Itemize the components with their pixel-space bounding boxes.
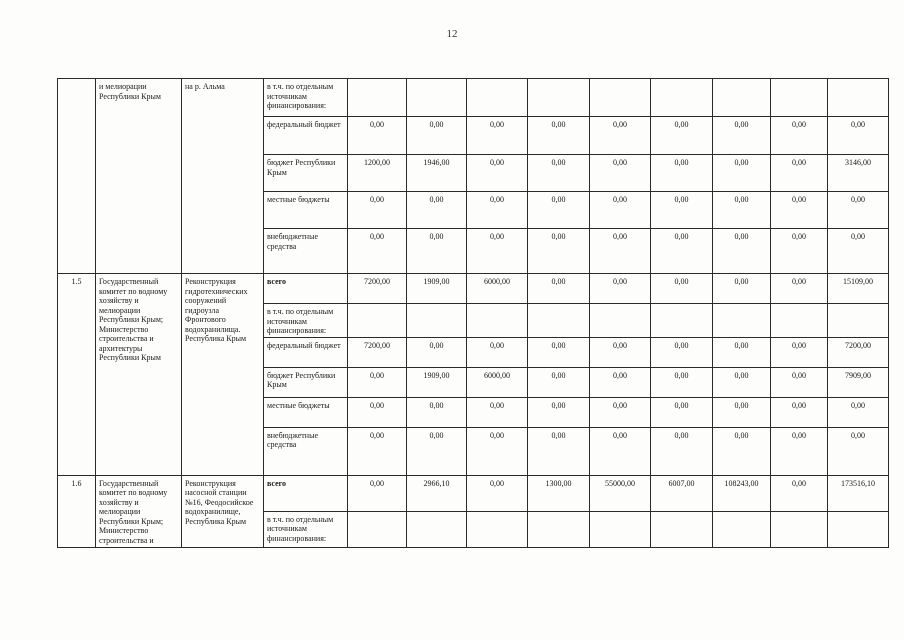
year-value-cell: 0,00 <box>651 367 713 397</box>
year-value-cell: 0,00 <box>407 337 467 367</box>
year-value-cell: 1200,00 <box>348 155 407 192</box>
year-value-cell <box>407 304 467 338</box>
year-value-cell <box>771 79 828 117</box>
year-value-cell: 0,00 <box>528 192 590 229</box>
year-value-cell: 0,00 <box>528 155 590 192</box>
funding-source-label: всего <box>264 475 348 511</box>
year-value-cell: 0,00 <box>651 117 713 155</box>
year-value-cell <box>348 304 407 338</box>
funding-source-label: внебюджетные средства <box>264 229 348 274</box>
year-value-cell: 0,00 <box>713 337 771 367</box>
year-value-cell: 0,00 <box>651 192 713 229</box>
funding-source-label: в т.ч. по отдельным источникам финансирования: <box>264 511 348 547</box>
year-value-cell: 0,00 <box>651 229 713 274</box>
year-value-cell: 0,00 <box>407 397 467 427</box>
year-value-cell: 0,00 <box>713 229 771 274</box>
year-value-cell: 0,00 <box>651 427 713 475</box>
project-cell: Реконструкция насосной станции №16, Феодосийское водохранилище, Республика Крым <box>182 475 264 547</box>
year-value-cell: 0,00 <box>407 229 467 274</box>
year-value-cell: 0,00 <box>348 192 407 229</box>
funding-source-label: в т.ч. по отдельным источникам финансирования: <box>264 79 348 117</box>
funding-source-label: местные бюджеты <box>264 397 348 427</box>
year-value-cell: 0,00 <box>590 155 651 192</box>
executor-cell: и мелиорации Республики Крым <box>96 79 182 274</box>
year-value-cell <box>713 304 771 338</box>
year-value-cell: 0,00 <box>651 155 713 192</box>
year-value-cell: 0,00 <box>713 155 771 192</box>
project-cell: Реконструкция гидротехнических сооружений гидроузла Фронтового водохранилища. Республика Крым <box>182 274 264 476</box>
year-value-cell: 0,00 <box>528 274 590 304</box>
year-value-cell: 0,00 <box>771 367 828 397</box>
year-value-cell: 0,00 <box>590 192 651 229</box>
year-value-cell: 0,00 <box>713 274 771 304</box>
year-value-cell: 0,00 <box>467 397 528 427</box>
year-value-cell: 0,00 <box>590 229 651 274</box>
year-value-cell: 0,00 <box>407 117 467 155</box>
year-value-cell <box>771 304 828 338</box>
executor-cell: Государственный комитет по водному хозяйству и мелиорации Республики Крым; Министерство строительства и архитектуры Республики Крым <box>96 274 182 476</box>
year-value-cell: 0,00 <box>407 192 467 229</box>
year-value-cell: 0,00 <box>590 367 651 397</box>
year-value-cell: 1946,00 <box>407 155 467 192</box>
funding-source-label: бюджет Республики Крым <box>264 367 348 397</box>
year-value-cell <box>651 79 713 117</box>
year-value-cell: 0,00 <box>467 155 528 192</box>
year-value-cell: 55000,00 <box>590 475 651 511</box>
table-row <box>58 79 889 117</box>
table-row <box>58 274 889 304</box>
total-value-cell: 0,00 <box>828 192 889 229</box>
total-value-cell: 0,00 <box>828 397 889 427</box>
year-value-cell: 6000,00 <box>467 274 528 304</box>
year-value-cell: 0,00 <box>528 427 590 475</box>
year-value-cell: 0,00 <box>713 397 771 427</box>
total-value-cell: 0,00 <box>828 117 889 155</box>
budget-table <box>57 78 889 548</box>
year-value-cell: 0,00 <box>771 475 828 511</box>
year-value-cell: 0,00 <box>348 427 407 475</box>
total-value-cell: 7909,00 <box>828 367 889 397</box>
year-value-cell: 0,00 <box>467 337 528 367</box>
funding-source-label: федеральный бюджет <box>264 337 348 367</box>
funding-source-label: всего <box>264 274 348 304</box>
year-value-cell <box>713 511 771 547</box>
year-value-cell <box>590 511 651 547</box>
year-value-cell: 0,00 <box>590 337 651 367</box>
year-value-cell <box>407 511 467 547</box>
total-value-cell <box>828 79 889 117</box>
year-value-cell: 7200,00 <box>348 337 407 367</box>
year-value-cell: 0,00 <box>348 367 407 397</box>
year-value-cell: 0,00 <box>713 367 771 397</box>
year-value-cell: 0,00 <box>771 229 828 274</box>
total-value-cell <box>828 304 889 338</box>
total-value-cell: 173516,10 <box>828 475 889 511</box>
year-value-cell <box>348 511 407 547</box>
project-cell: на р. Альма <box>182 79 264 274</box>
year-value-cell: 0,00 <box>771 155 828 192</box>
year-value-cell: 0,00 <box>348 117 407 155</box>
total-value-cell: 7200,00 <box>828 337 889 367</box>
year-value-cell: 0,00 <box>528 397 590 427</box>
year-value-cell: 0,00 <box>771 397 828 427</box>
year-value-cell: 0,00 <box>771 427 828 475</box>
year-value-cell: 0,00 <box>467 427 528 475</box>
year-value-cell: 0,00 <box>407 427 467 475</box>
year-value-cell: 6007,00 <box>651 475 713 511</box>
year-value-cell <box>528 79 590 117</box>
year-value-cell <box>407 79 467 117</box>
year-value-cell: 0,00 <box>651 274 713 304</box>
year-value-cell: 0,00 <box>713 427 771 475</box>
year-value-cell: 0,00 <box>467 192 528 229</box>
year-value-cell: 0,00 <box>528 229 590 274</box>
year-value-cell: 0,00 <box>590 117 651 155</box>
year-value-cell <box>467 79 528 117</box>
year-value-cell: 0,00 <box>348 475 407 511</box>
total-value-cell: 15109,00 <box>828 274 889 304</box>
year-value-cell <box>590 79 651 117</box>
executor-cell: Государственный комитет по водному хозяйству и мелиорации Республики Крым; Министерство строительства и <box>96 475 182 547</box>
row-index-cell <box>58 79 96 274</box>
row-index-cell: 1.5 <box>58 274 96 476</box>
total-value-cell: 3146,00 <box>828 155 889 192</box>
year-value-cell: 0,00 <box>467 229 528 274</box>
year-value-cell: 1909,00 <box>407 367 467 397</box>
table-row <box>58 475 889 511</box>
year-value-cell: 0,00 <box>590 397 651 427</box>
year-value-cell <box>467 304 528 338</box>
funding-source-label: федеральный бюджет <box>264 117 348 155</box>
year-value-cell: 0,00 <box>651 337 713 367</box>
year-value-cell: 0,00 <box>771 117 828 155</box>
year-value-cell: 1300,00 <box>528 475 590 511</box>
year-value-cell <box>467 511 528 547</box>
funding-source-label: местные бюджеты <box>264 192 348 229</box>
year-value-cell <box>528 304 590 338</box>
year-value-cell: 0,00 <box>771 274 828 304</box>
year-value-cell: 0,00 <box>528 367 590 397</box>
year-value-cell: 108243,00 <box>713 475 771 511</box>
year-value-cell: 0,00 <box>713 192 771 229</box>
year-value-cell <box>713 79 771 117</box>
funding-source-label: в т.ч. по отдельным источникам финансирования: <box>264 304 348 338</box>
year-value-cell: 0,00 <box>348 229 407 274</box>
year-value-cell <box>590 304 651 338</box>
total-value-cell: 0,00 <box>828 427 889 475</box>
year-value-cell: 0,00 <box>771 192 828 229</box>
year-value-cell: 0,00 <box>528 337 590 367</box>
year-value-cell: 0,00 <box>528 117 590 155</box>
funding-source-label: бюджет Республики Крым <box>264 155 348 192</box>
year-value-cell <box>651 304 713 338</box>
year-value-cell: 0,00 <box>713 117 771 155</box>
year-value-cell <box>771 511 828 547</box>
row-index-cell: 1.6 <box>58 475 96 547</box>
year-value-cell: 7200,00 <box>348 274 407 304</box>
year-value-cell: 2966,10 <box>407 475 467 511</box>
total-value-cell: 0,00 <box>828 229 889 274</box>
year-value-cell: 0,00 <box>467 475 528 511</box>
year-value-cell: 0,00 <box>590 274 651 304</box>
year-value-cell: 0,00 <box>348 397 407 427</box>
year-value-cell: 0,00 <box>771 337 828 367</box>
year-value-cell: 6000,00 <box>467 367 528 397</box>
year-value-cell <box>651 511 713 547</box>
year-value-cell: 1909,00 <box>407 274 467 304</box>
year-value-cell: 0,00 <box>651 397 713 427</box>
year-value-cell: 0,00 <box>467 117 528 155</box>
page-number: 12 <box>446 28 458 40</box>
total-value-cell <box>828 511 889 547</box>
funding-source-label: внебюджетные средства <box>264 427 348 475</box>
year-value-cell <box>348 79 407 117</box>
year-value-cell <box>528 511 590 547</box>
year-value-cell: 0,00 <box>590 427 651 475</box>
